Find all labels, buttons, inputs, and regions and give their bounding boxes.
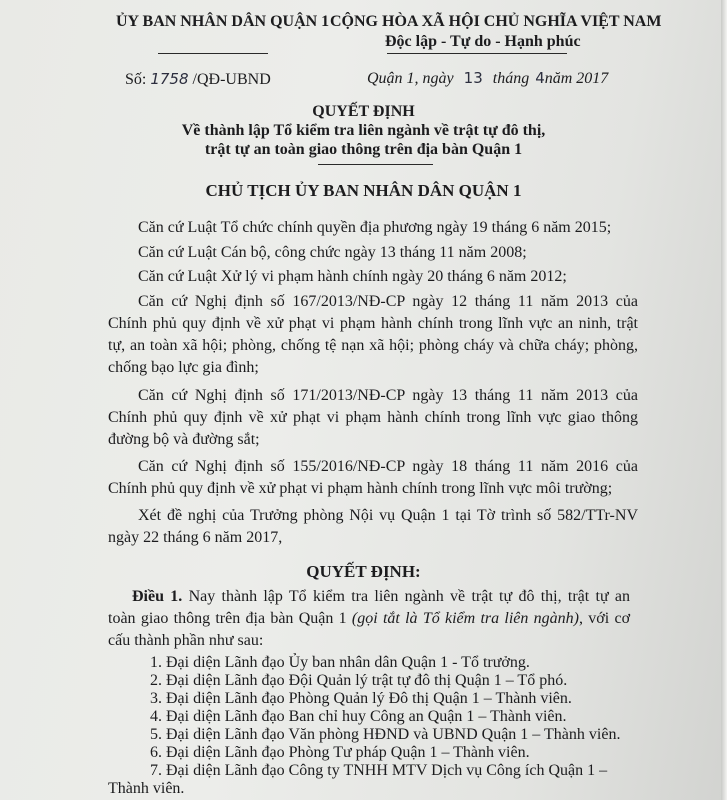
month-label: tháng xyxy=(492,70,530,87)
article-1-l2c: , với cơ xyxy=(579,610,631,627)
member-7-continued: Thành viên. xyxy=(108,780,185,797)
legal-basis-4-line-3: tự, an toàn xã hội; phòng, chống tệ nạn xã hội; phòng cháy và chữa cháy; phòng, xyxy=(108,337,638,354)
subject-line-1: Về thành lập Tổ kiểm tra liên ngành về trật tự đô thị, xyxy=(181,122,546,139)
member-7: 7. Đại diện Lãnh đạo Công ty TNHH MTV Dịch vụ Công ích Quận 1 – xyxy=(150,762,608,779)
decision-title: QUYẾT ĐỊNH xyxy=(312,103,415,120)
member-6: 6. Đại diện Lãnh đạo Phòng Tư pháp Quận 1 – Thành viên. xyxy=(150,744,530,761)
article-1-line-2 xyxy=(108,608,630,630)
legal-basis-4-line-4: chống bạo lực gia đình; xyxy=(108,359,259,376)
day-handwritten: 13 xyxy=(463,69,483,87)
authority-heading: CHỦ TỊCH ỦY BAN NHÂN DÂN QUẬN 1 xyxy=(205,181,522,200)
member-3: 3. Đại diện Lãnh đạo Phòng Quản lý Đô thị Quận 1 – Thành viên. xyxy=(150,690,572,707)
proposal-line-1: Xét đề nghị của Trưởng phòng Nội vụ Quận 1 tại Tờ trình số 582/TTr-NV xyxy=(138,507,638,524)
article-1-l2b: (gọi tắt là Tổ kiểm tra liên ngành) xyxy=(351,610,580,627)
place-and-date xyxy=(367,69,608,88)
legal-basis-5-line-2: Chính phủ quy định về xử phạt vi phạm hành chính trong lĩnh vực giao thông xyxy=(108,409,638,426)
legal-basis-4-line-1: Căn cứ Nghị định số 167/2013/NĐ-CP ngày 12 tháng 11 năm 2013 của xyxy=(138,293,638,310)
legal-basis-3: Căn cứ Luật Xử lý vi phạm hành chính ngày 20 tháng 6 năm 2012; xyxy=(138,268,567,285)
member-4: 4. Đại diện Lãnh đạo Ban chỉ huy Công an Quận 1 – Thành viên. xyxy=(150,708,567,725)
place-date-prefix: Quận 1, ngày xyxy=(367,70,454,87)
document-number xyxy=(125,70,271,89)
doc-no-prefix: Số: xyxy=(125,71,147,88)
national-motto: Độc lập - Tự do - Hạnh phúc xyxy=(385,33,581,50)
year-text: năm 2017 xyxy=(544,70,609,87)
title-underline xyxy=(318,164,433,165)
legal-basis-6-line-1: Căn cứ Nghị định số 155/2016/NĐ-CP ngày 18 tháng 11 năm 2016 của xyxy=(138,458,638,475)
decision-heading: QUYẾT ĐỊNH: xyxy=(306,562,421,581)
article-1-label: Điều 1. xyxy=(132,588,183,605)
legal-basis-5-line-1: Căn cứ Nghị định số 171/2013/NĐ-CP ngày 13 tháng 11 năm 2013 của xyxy=(138,387,638,404)
member-1: 1. Đại diện Lãnh đạo Ủy ban nhân dân Quận 1 - Tổ trưởng. xyxy=(150,654,530,671)
legal-basis-6-line-2: Chính phủ quy định về xử phạt vi phạm hành chính trong lĩnh vực môi trường; xyxy=(108,480,613,497)
article-1-line-1 xyxy=(132,586,630,608)
member-2: 2. Đại diện Lãnh đạo Đội Quản lý trật tự đô thị Quận 1 – Tổ phó. xyxy=(150,672,568,689)
month-handwritten: 4 xyxy=(535,69,545,87)
article-1-line-3: cấu thành phần như sau: xyxy=(108,632,264,649)
member-5: 5. Đại diện Lãnh đạo Văn phòng HĐND và UBND Quận 1 – Thành viên. xyxy=(150,726,621,743)
article-1-l2a: toàn giao thông trên địa bàn Quận 1 xyxy=(108,610,347,627)
proposal-line-2: ngày 22 tháng 6 năm 2017, xyxy=(108,529,283,546)
subject-line-2: trật tự an toàn giao thông trên địa bàn Quận 1 xyxy=(204,141,523,158)
agency-underline xyxy=(158,53,268,54)
motto-underline xyxy=(387,53,567,54)
republic-name: CỘNG HÒA XÃ HỘI CHỦ NGHĨA VIỆT NAM xyxy=(330,13,662,30)
issuing-agency: ỦY BAN NHÂN DÂN QUẬN 1 xyxy=(116,13,330,30)
article-1-text: Nay thành lập Tổ kiểm tra liên ngành về trật tự đô thị, trật tự an xyxy=(188,588,631,605)
doc-no-suffix: /QĐ-UBND xyxy=(192,71,271,88)
doc-no-handwritten: 1758 xyxy=(150,70,189,88)
legal-basis-4-line-2: Chính phủ quy định về xử phạt vi phạm hành chính trong lĩnh vực an ninh, trật xyxy=(108,315,638,332)
legal-basis-5-line-3: đường bộ và đường sắt; xyxy=(108,431,260,448)
legal-basis-2: Căn cứ Luật Cán bộ, công chức ngày 13 tháng 11 năm 2008; xyxy=(138,244,527,261)
legal-basis-1: Căn cứ Luật Tổ chức chính quyền địa phương ngày 19 tháng 6 năm 2015; xyxy=(138,219,612,236)
